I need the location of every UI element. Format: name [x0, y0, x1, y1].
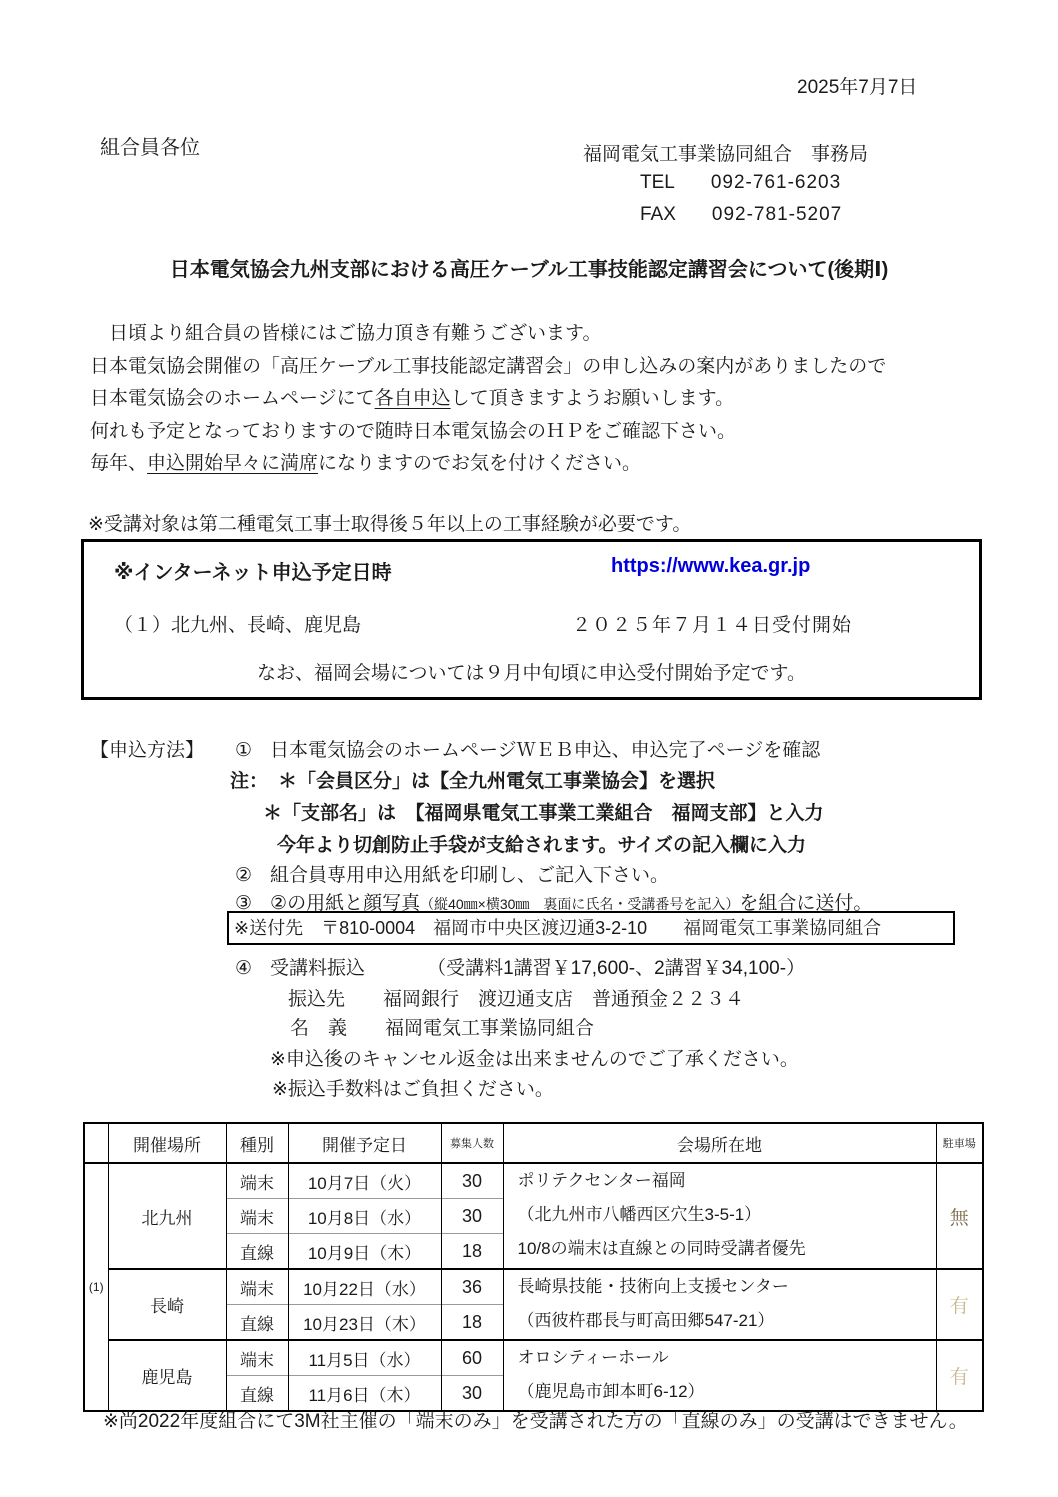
box-locations: （１）北九州、長崎、鹿児島	[114, 615, 362, 636]
header-date: 開催予定日	[288, 1123, 441, 1163]
footer-note: ※尚2022年度組合にて3M社主催の「端末のみ」を受講された方の「直線のみ」の受講はできません。	[103, 1411, 968, 1432]
parking-cell: 無	[936, 1163, 983, 1269]
schedule-table	[83, 1122, 984, 1412]
location-cell: 北九州	[108, 1163, 226, 1269]
date-cell: 10月22日（水）	[288, 1269, 441, 1305]
bank-transfer-line: 振込先 福岡銀行 渡辺通支店 普通預金２２３４	[288, 989, 745, 1010]
header-venue: 会場所在地	[503, 1123, 936, 1163]
account-name-line: 名 義 福岡電気工事業協同組合	[290, 1018, 595, 1039]
location-cell: 長崎	[108, 1269, 226, 1340]
table-row	[84, 1163, 983, 1199]
type-cell: 直線	[226, 1234, 288, 1270]
method-note-2: ＊「支部名」は 【福岡県電気工事業工業組合 福岡支部】と入力	[263, 803, 824, 824]
date-cell: 11月5日（水）	[288, 1340, 441, 1376]
document-date: 2025年7月7日	[797, 77, 918, 98]
header-capacity: 募集人数	[441, 1123, 503, 1163]
venue-cell: オロシティーホール （鹿児島市卸本町6-12）	[503, 1340, 936, 1411]
capacity-cell: 30	[441, 1163, 503, 1199]
header-location: 開催場所	[108, 1123, 226, 1163]
header-index	[84, 1123, 108, 1163]
date-cell: 10月9日（木）	[288, 1234, 441, 1270]
date-cell: 10月23日（木）	[288, 1305, 441, 1341]
method-label: 【申込方法】	[90, 740, 205, 761]
fax-number: 092-781-5207	[711, 204, 843, 225]
underlined-text: 申込開始早々に満席	[147, 453, 319, 474]
capacity-cell: 18	[441, 1305, 503, 1341]
date-cell: 10月8日（水）	[288, 1199, 441, 1234]
underlined-text: 各自申込	[374, 388, 451, 409]
capacity-cell: 60	[441, 1340, 503, 1376]
step-number: ④	[235, 958, 253, 979]
date-cell: 10月7日（火）	[288, 1163, 441, 1199]
method-step-1: ① 日本電気協会のホームページＷＥＢ申込、申込完了ページを確認	[235, 740, 821, 761]
method-note-3: 今年より切創防止手袋が支給されます。サイズの記入欄に入力	[277, 835, 806, 856]
fee-burden-note: ※振込手数料はご負担ください。	[272, 1079, 554, 1100]
send-to-box: ※送付先 〒810-0004 福岡市中央区渡辺通3-2-10 福岡電気工事業協同組合	[227, 911, 955, 945]
sender-fax-line	[640, 204, 842, 226]
table-row	[84, 1340, 983, 1376]
fee-amount: （受講料1講習￥17,600-、2講習￥34,100-）	[427, 958, 806, 979]
venue-cell: 長崎県技能・技術向上支援センター （西彼杵郡長与町高田郷547-21）	[503, 1269, 936, 1340]
method-step-2: ② 組合員専用申込用紙を印刷し、ご記入下さい。	[235, 865, 670, 886]
table-header-row	[84, 1123, 983, 1163]
cancel-note: ※申込後のキャンセル返金は出来ませんのでご了承ください。	[270, 1049, 799, 1070]
venue-cell: ポリテクセンター福岡 （北九州市八幡西区穴生3-5-1） 10/8の端末は直線との同時受講者優先	[503, 1163, 936, 1269]
capacity-cell: 18	[441, 1234, 503, 1270]
sender-organization: 福岡電気工事業協同組合 事務局	[583, 144, 869, 165]
recipient-line: 組合員各位	[100, 137, 200, 159]
box-start-date: ２０２５年７月１４日受付開始	[572, 615, 853, 636]
fax-label: FAX	[640, 204, 676, 225]
body-line: 毎年、申込開始早々に満席になりますのでお気を付けください。	[90, 453, 642, 474]
date-cell: 11月6日（木）	[288, 1376, 441, 1412]
box-fukuoka-note: なお、福岡会場については９月中旬頃に申込受付開始予定です。	[256, 663, 807, 684]
step-number: ①	[235, 740, 253, 761]
group-index-cell: (1)	[84, 1163, 108, 1411]
header-type: 種別	[226, 1123, 288, 1163]
internet-application-box	[81, 539, 982, 700]
capacity-cell: 30	[441, 1376, 503, 1412]
type-cell: 端末	[226, 1340, 288, 1376]
box-heading: ※インターネット申込予定日時	[114, 562, 392, 584]
document-title: 日本電気協会九州支部における高圧ケーブル工事技能認定講習会について(後期Ⅰ)	[169, 259, 889, 281]
photo-size-note: （縦40㎜×横30㎜ 裏面に氏名・受講番号を記入）	[420, 896, 740, 912]
kea-url-link[interactable]: https://www.kea.gr.jp	[611, 555, 811, 577]
body-line: 何れも予定となっておりますので随時日本電気協会のＨＰをご確認下さい。	[90, 420, 737, 442]
tel-number: 092-761-6203	[710, 172, 842, 193]
type-cell: 端末	[226, 1163, 288, 1199]
tel-label: TEL	[640, 172, 675, 193]
type-cell: 端末	[226, 1269, 288, 1305]
header-parking: 駐車場	[936, 1123, 983, 1163]
step-number: ③	[235, 893, 253, 914]
type-cell: 端末	[226, 1199, 288, 1234]
method-step-4: ④ 受講料振込 （受講料1講習￥17,600-、2講習￥34,100-）	[235, 958, 806, 979]
eligibility-note: ※受講対象は第二種電気工事士取得後５年以上の工事経験が必要です。	[88, 514, 692, 535]
location-cell: 鹿児島	[108, 1340, 226, 1411]
table-row	[84, 1269, 983, 1305]
parking-cell: 有	[936, 1340, 983, 1411]
note-prefix: 注：	[230, 771, 269, 792]
body-line: 日頃より組合員の皆様にはご協力頂き有難うございます。	[90, 323, 602, 344]
method-step-3: ③ ②の用紙と顔写真（縦40㎜×横30㎜ 裏面に氏名・受講番号を記入）を組合に送付。	[235, 893, 873, 914]
type-cell: 直線	[226, 1305, 288, 1341]
capacity-cell: 36	[441, 1269, 503, 1305]
method-note-1: 注： ＊「会員区分」は【全九州電気工事業協会】を選択	[230, 771, 716, 792]
body-line: 日本電気協会のホームページにて各自申込して頂きますようお願いします。	[90, 388, 735, 409]
type-cell: 直線	[226, 1376, 288, 1412]
sender-tel-line	[640, 172, 841, 194]
body-paragraph	[90, 318, 886, 481]
capacity-cell: 30	[441, 1199, 503, 1234]
body-line: 日本電気協会開催の「高圧ケーブル工事技能認定講習会」の申し込みの案内がありましたので	[90, 355, 887, 377]
parking-cell: 有	[936, 1269, 983, 1340]
step-number: ②	[235, 865, 253, 886]
